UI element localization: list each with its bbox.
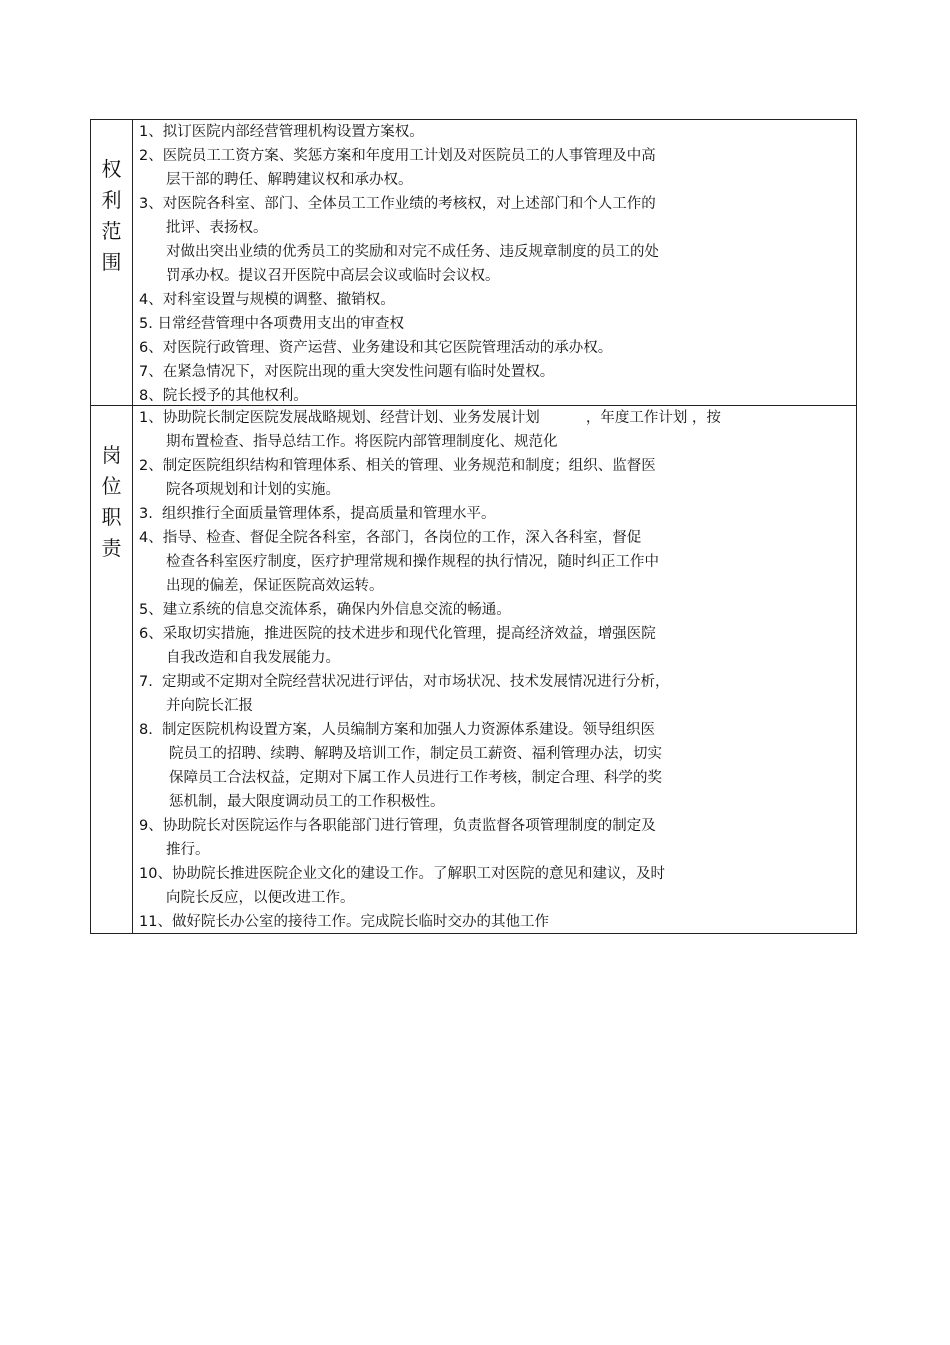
rights-line: 1、拟订医院内部经营管理机构设置方案权。 (139, 124, 424, 140)
rights-label-char: 围 (101, 250, 122, 274)
rights-line: 层干部的聘任、解聘建议权和承办权。 (166, 172, 413, 188)
duties-line: 院员工的招聘、续聘、解聘及培训工作，制定员工薪资、福利管理办法，切实 (169, 746, 662, 762)
duties-line: 7. 定期或不定期对全院经营状况进行评估，对市场状况、技术发展情况进行分析， (139, 674, 670, 690)
duties-line: 10、协助院长推进医院企业文化的建设工作。了解职工对医院的意见和建议，及时 (139, 866, 665, 882)
rights-label-char: 范 (101, 219, 122, 243)
rights-line: 罚承办权。提议召开医院中高层会议或临时会议权。 (166, 268, 500, 284)
duties-line: 保障员工合法权益，定期对下属工作人员进行工作考核，制定合理、科学的奖 (169, 770, 662, 786)
duties-line: 11、做好院长办公室的接待工作。完成院长临时交办的其他工作 (139, 914, 549, 930)
duties-body (133, 406, 856, 933)
duties-section (91, 406, 856, 933)
rights-line: 对做出突出业绩的优秀员工的奖励和对完不成任务、违反规章制度的员工的处 (166, 244, 659, 260)
duties-label-char: 位 (101, 474, 122, 498)
duties-line: 8. 制定医院机构设置方案，人员编制方案和加强人力资源体系建设。领导组织医 (139, 722, 656, 738)
duties-label (91, 406, 133, 933)
duties-line: 4、指导、检查、督促全院各科室，各部门，各岗位的工作，深入各科室，督促 (139, 530, 642, 546)
rights-line: 4、对科室设置与规模的调整、撤销权。 (139, 292, 395, 308)
duties-line: 院各项规划和计划的实施。 (166, 482, 340, 498)
duties-line: 并向院长汇报 (166, 698, 253, 714)
rights-line: 8、院长授予的其他权利。 (139, 388, 308, 404)
duty-table (90, 119, 857, 934)
duties-line: 推行。 (166, 842, 210, 858)
rights-body (133, 120, 856, 405)
rights-line: 6、对医院行政管理、资产运营、业务建设和其它医院管理活动的承办权。 (139, 340, 613, 356)
rights-line: 5. 日常经营管理中各项费用支出的审查权 (139, 316, 404, 332)
duties-line: 2、制定医院组织结构和管理体系、相关的管理、业务规范和制度；组织、监督医 (139, 458, 656, 474)
duties-line: 5、建立系统的信息交流体系，确保内外信息交流的畅通。 (139, 602, 511, 618)
duties-line: 自我改造和自我发展能力。 (166, 650, 340, 666)
rights-label-char: 利 (101, 188, 122, 212)
duties-label-char: 职 (101, 505, 122, 529)
duties-line: 9、协助院长对医院运作与各职能部门进行管理，负责监督各项管理制度的制定及 (139, 818, 656, 834)
duties-line: 检查各科室医疗制度，医疗护理常规和操作规程的执行情况，随时纠正工作中 (166, 554, 659, 570)
rights-label (91, 120, 133, 405)
duties-line: 向院长反应，以便改进工作。 (166, 890, 355, 906)
duties-line: 期布置检查、指导总结工作。将医院内部管理制度化、规范化 (166, 434, 558, 450)
duties-line: 3. 组织推行全面质量管理体系，提高质量和管理水平。 (139, 506, 496, 522)
duties-line: 6、采取切实措施，推进医院的技术进步和现代化管理，提高经济效益，增强医院 (139, 626, 656, 642)
duties-label-char: 责 (101, 536, 122, 560)
duties-line: 1、协助院长制定医院发展战略规划、经营计划、业务发展计划 ，年度工作计划 ，按 (139, 410, 721, 426)
rights-line: 批评、表扬权。 (166, 220, 268, 236)
rights-line: 7、在紧急情况下，对医院出现的重大突发性问题有临时处置权。 (139, 364, 555, 380)
rights-line: 3、对医院各科室、部门、全体员工工作业绩的考核权，对上述部门和个人工作的 (139, 196, 656, 212)
rights-label-char: 权 (101, 157, 122, 181)
rights-line: 2、医院员工工资方案、奖惩方案和年度用工计划及对医院员工的人事管理及中高 (139, 148, 656, 164)
duties-line: 惩机制，最大限度调动员工的工作积极性。 (169, 794, 445, 810)
duties-label-char: 岗 (101, 443, 122, 467)
rights-section (91, 120, 856, 406)
duties-line: 出现的偏差，保证医院高效运转。 (166, 578, 384, 594)
